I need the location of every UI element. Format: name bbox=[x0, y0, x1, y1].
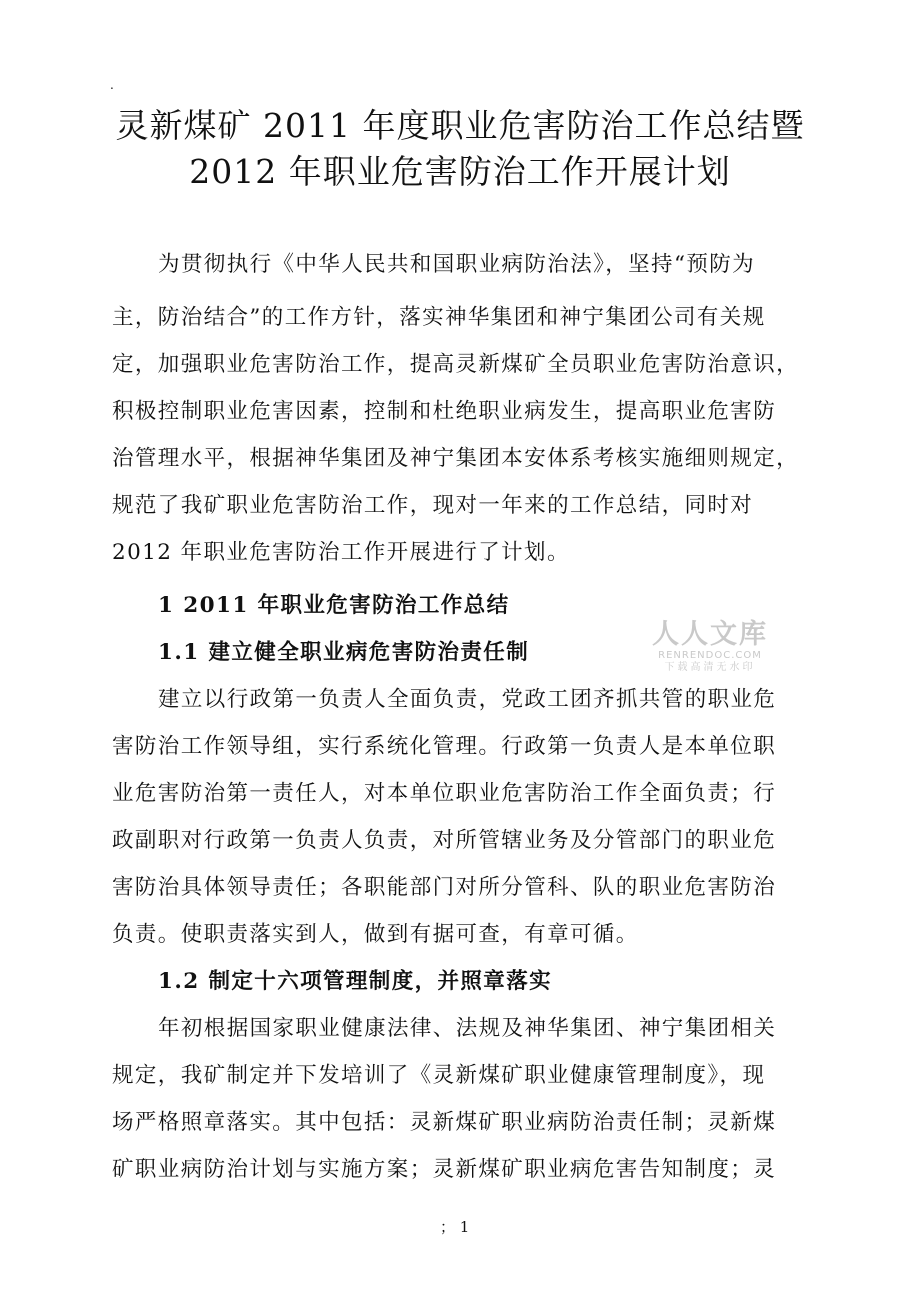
paragraph-line: 积极控制职业危害因素，控制和杜绝职业病发生，提高职业危害防 bbox=[112, 399, 777, 424]
section-heading-1-2: 1.2 制定十六项管理制度，并照章落实 bbox=[158, 969, 552, 994]
paragraph-line: 规范了我矿职业危害防治工作，现对一年来的工作总结，同时对 bbox=[112, 493, 754, 518]
paragraph-line: 2012 年职业危害防治工作开展进行了计划。 bbox=[112, 540, 570, 565]
paragraph-line: 主，防治结合”的工作方针，落实神华集团和神宁集团公司有关规 bbox=[112, 305, 766, 330]
title-line-1: 灵新煤矿 2011 年度职业危害防治工作总结暨 bbox=[115, 106, 805, 145]
header-dot: . bbox=[110, 78, 114, 92]
paragraph-line: 害防治具体领导责任；各职能部门对所分管科、队的职业危害防治 bbox=[112, 875, 777, 900]
paragraph-line: 治管理水平，根据神华集团及神宁集团本安体系考核实施细则规定， bbox=[112, 446, 800, 471]
paragraph-line: 建立以行政第一负责人全面负责，党政工团齐抓共管的职业危 bbox=[158, 687, 777, 712]
watermark-note: 下载高清无水印 bbox=[664, 662, 756, 673]
page-number: ； 1 bbox=[440, 1218, 470, 1236]
paragraph-line: 定，加强职业危害防治工作，提高灵新煤矿全员职业危害防治意识， bbox=[112, 352, 800, 377]
paragraph-line: 业危害防治第一责任人，对本单位职业危害防治工作全面负责；行 bbox=[112, 781, 777, 806]
paragraph-line: 年初根据国家职业健康法律、法规及神华集团、神宁集团相关 bbox=[158, 1016, 777, 1041]
paragraph-line: 政副职对行政第一负责人负责，对所管辖业务及分管部门的职业危 bbox=[112, 828, 777, 853]
paragraph-line: 规定，我矿制定并下发培训了《灵新煤矿职业健康管理制度》，现 bbox=[112, 1063, 766, 1088]
watermark-logo-text: 人人文库 bbox=[652, 619, 768, 650]
paragraph-line: 场严格照章落实。其中包括：灵新煤矿职业病防治责任制；灵新煤 bbox=[112, 1110, 777, 1135]
paragraph-line: 负责。使职责落实到人，做到有据可查，有章可循。 bbox=[112, 922, 639, 947]
watermark-site: RENRENDOC.COM bbox=[658, 650, 762, 661]
title-line-2: 2012 年职业危害防治工作开展计划 bbox=[189, 152, 731, 191]
paragraph-line: 害防治工作领导组，实行系统化管理。行政第一负责人是本单位职 bbox=[112, 734, 777, 759]
paragraph-line: 矿职业病防治计划与实施方案；灵新煤矿职业病危害告知制度；灵 bbox=[112, 1157, 777, 1182]
watermark bbox=[648, 620, 772, 674]
section-heading-1: 1 2011 年职业危害防治工作总结 bbox=[158, 593, 510, 618]
section-heading-1-1: 1.1 建立健全职业病危害防治责任制 bbox=[158, 640, 530, 665]
paragraph-line: 为贯彻执行《中华人民共和国职业病防治法》，坚持“预防为 bbox=[158, 252, 756, 277]
